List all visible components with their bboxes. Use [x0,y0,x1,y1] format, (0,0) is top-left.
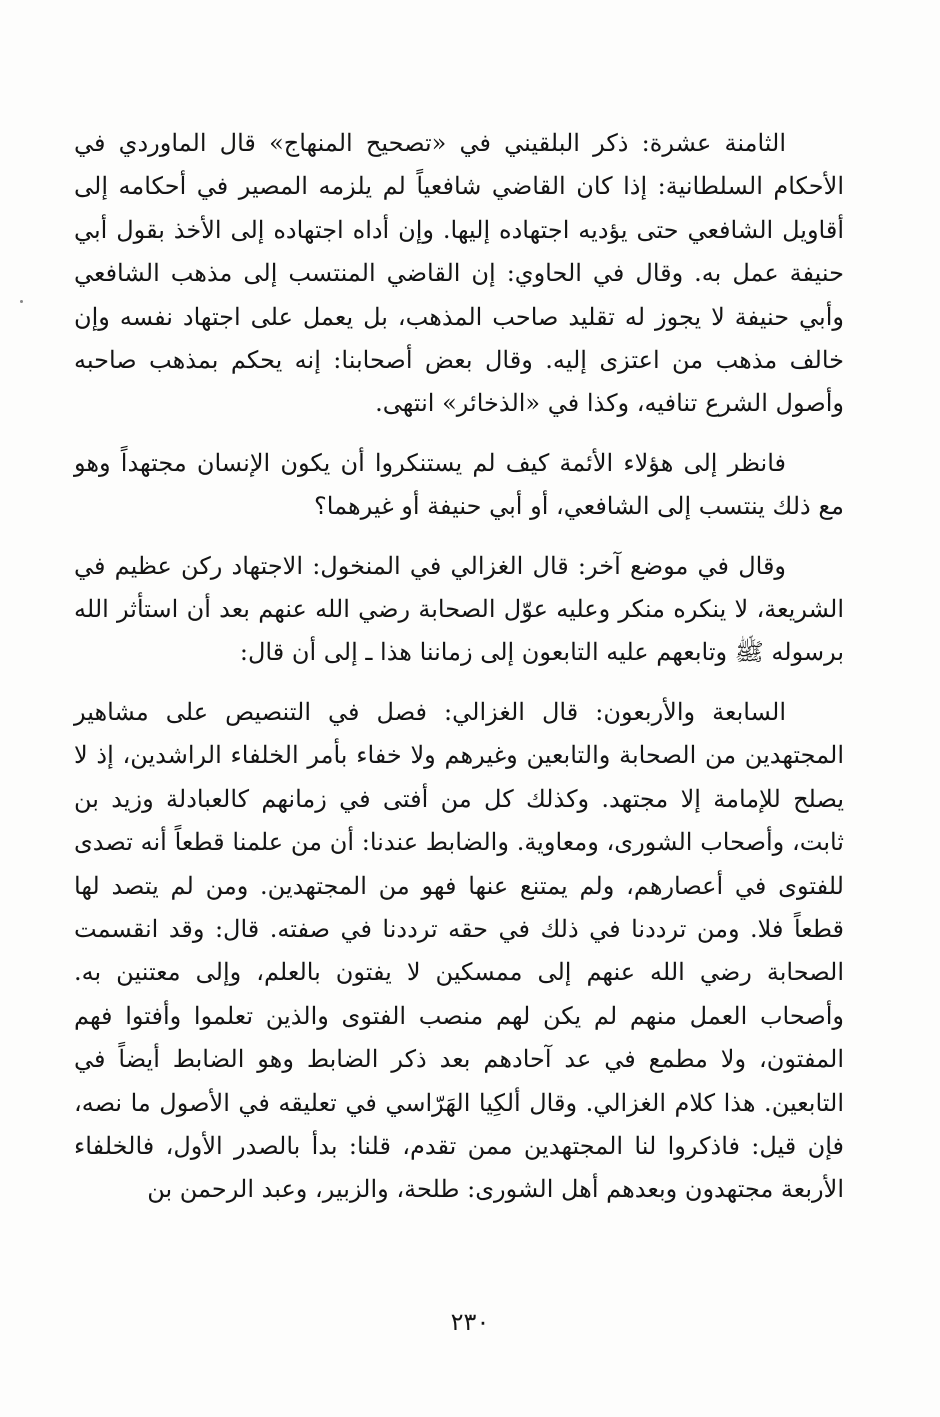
paragraph-look-at-imams: فانظر إلى هؤلاء الأئمة كيف لم يستنكروا أن يكون الإنسان مجتهداً وهو مع ذلك ينتسب إلى الشافعي، أو أبي حنيفة أو غيرهما؟ [74,448,844,521]
page-number: ٢٣٠ [450,1308,490,1336]
scan-speck [20,300,23,303]
page-body [74,122,844,1212]
paragraph-ghazali-mankhul: وقال في موضع آخر: قال الغزالي في المنخول: الاجتهاد ركن عظيم في الشريعة، لا ينكره منكر وعليه عوّل الصحابة رضي الله عنهم بعد أن استأثر الله برسوله ﷺ وتابعهم عليه التابعون إلى زماننا هذا ـ إلى أن قال: [74,551,844,667]
paragraph-forty-seventh: السابعة والأربعون: قال الغزالي: فصل في التنصيص على مشاهير المجتهدين من الصحابة والتابعين وغيرهم ولا خفاء بأمر الخلفاء الراشدين، إذ لا يصلح للإمامة إلا مجتهد. وكذلك كل من أفتى في زمانهم كالعبادلة وزيد بن ثابت، وأصحاب الشورى، ومعاوية. والضابط عندنا: أن من علمنا قطعاً أنه تصدى للفتوى في أعصارهم، ولم يمتنع عنها فهو من المجتهدين. ومن لم يتصد لها قطعاً فلا. ومن ترددنا في ذلك في حقه ترددنا في صفته. قال: وقد انقسمت الصحابة رضي الله عنهم إلى ممسكين لا يفتون بالعلم، وإلى معتنين به. وأصحاب العمل منهم لم يكن لهم منصب الفتوى والذين تعلموا وأفتوا فهم المفتون، ولا مطمع في عد آحادهم بعد ذكر الضابط وهو الضابط أيضاً في التابعين. هذا كلام الغزالي. وقال ألكِيا الهَرّاسي في تعليقه في الأصول ما نصه، فإن قيل: فاذكروا لنا المجتهدين ممن تقدم، قلنا: بدأ بالصدر الأول، فالخلفاء الأربعة مجتهدون وبعدهم أهل الشورى: طلحة، والزبير، وعبد الرحمن بن [74,697,844,1204]
paragraph-eighteenth: الثامنة عشرة: ذكر البلقيني في «تصحيح المنهاج» قال الماوردي في الأحكام السلطانية: إذا كان القاضي شافعياً لم يلزمه المصير في أحكامه إلى أقاويل الشافعي حتى يؤديه اجتهاده إليها. وإن أداه اجتهاده إلى الأخذ بقول أبي حنيفة عمل به. وقال في الحاوي: إن القاضي المنتسب إلى مذهب الشافعي وأبي حنيفة لا يجوز له تقليد صاحب المذهب، بل يعمل على اجتهاد نفسه وإن خالف مذهب من اعتزى إليه. وقال بعض أصحابنا: إنه يحكم بمذهب صاحبه وأصول الشرع تنافيه، وكذا في «الذخائر» انتهى. [74,129,845,418]
